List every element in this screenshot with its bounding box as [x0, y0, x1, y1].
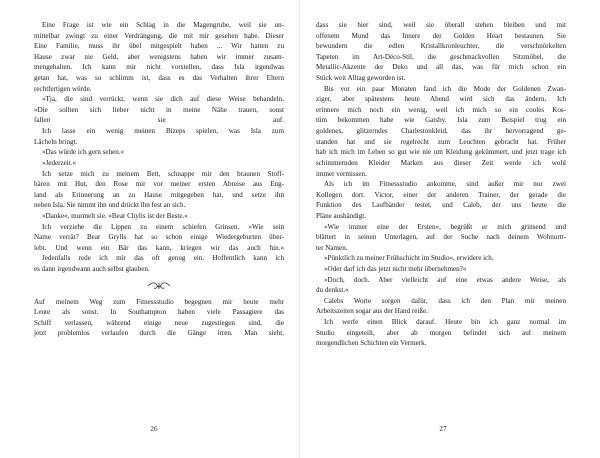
text-line: erinnere mich noch ein wenig, weil ich mich so ein cooles Kos- — [316, 105, 566, 114]
text-line: Studio eingeteilt, aber ab morgen befindet sich auf meinem — [316, 328, 566, 337]
text-line: Calebs Worte sorgen dafür, dass ich den Plan mit meinen — [324, 296, 566, 305]
text-line: bären mit Hut, den Rose mir vor meiner ersten Abreise aus Eng- — [34, 180, 284, 189]
right-page-section-1 — [316, 20, 566, 349]
text-line: hab ich mich im Leben so gut wie nie um Kleidung gekümmert, und jetzt trage ich — [316, 148, 566, 157]
text-line: neben Isla. Sie nimmt ihn und drückt ihn fest an sich. — [34, 201, 186, 210]
text-line: Pläne aushändigt. — [316, 211, 367, 220]
left-page-section-1 — [34, 20, 284, 275]
text-line: immer vermissen. — [316, 169, 367, 178]
text-line: es dann irgendwann auch selbst glauben. — [34, 265, 150, 274]
left-page-text — [34, 20, 284, 339]
text-line: Ich lasse ein wenig meinen Bizeps spielen, was Isla zum — [42, 127, 284, 136]
page-number-right: 27 — [439, 425, 447, 433]
text-line: blättert in seinen Unterlagen, auf der Suche nach deinem Wohnortt- — [316, 233, 566, 242]
text-line: Ich werfe einen Blick darauf. Heute bin ich ganz normal im — [324, 318, 566, 327]
text-line: fallen sie auf. — [34, 116, 284, 125]
text-line: getan hat, was so schlimm ist, dass es das Verhalten ihrer Eltern — [34, 74, 284, 83]
text-line: Schiff verlassen, während einige neue zugestiegen sind, die — [34, 318, 284, 327]
text-line: rechtfertigen würde. — [34, 84, 92, 93]
text-line: tüm bekommen habe wie Gatsby. Isla zum Beispiel trug ein — [316, 116, 566, 125]
text-line: Auf meinem Weg zum Fitnessstudio begegnen mir heute mehr — [34, 297, 284, 306]
text-line: goldenes, glitzerndes Charlestonkleid, das ihr hervorragend ge- — [316, 127, 566, 136]
text-line: morgendlichen Schichten ein Vermerk. — [316, 339, 427, 348]
text-line: »Pünktlich zu meiner Frühschicht im Studio«, erwidere ich. — [324, 254, 494, 263]
text-line: »Doch, doch. Aber vielleicht auf eine etwas andere Weise, als — [324, 275, 566, 284]
text-line: Leute als sonst. In Southampton haben viele Passagiere das — [34, 308, 284, 317]
text-line: »Danke«, murmelt sie. »Bear Chylis ist der Beste.« — [42, 211, 188, 220]
text-line: Tapeten im Art-Déco-Stil, die geschmackvollen Sitzmöbel, die — [316, 52, 566, 61]
text-line: »Die sollten sich lieber nicht in meine Nähe trauen, sonst — [34, 105, 284, 114]
text-line: Hause zwar nie Geld, aber wenigstens haben wir immer zusam- — [34, 52, 284, 61]
fleuron-icon — [146, 281, 172, 291]
text-line: bewundern die edlen Kristallkronleuchter, die verschnörkelten — [316, 42, 566, 51]
text-line: mittelbar zwingt zu einer Verdrängung, die mit mir gesehen habe. Dieser — [34, 31, 284, 40]
text-line: Kollegen dort. Victor, einer der anderen Trainer, der gerade die — [316, 190, 566, 199]
text-line: Funktion des Laufbänder testet, und Caleb, der uns heute die — [316, 201, 566, 210]
page-number-left: 26 — [150, 425, 158, 433]
text-line: Ich setze mich zu meinem Bett, schnappe mir den braunen Stoff- — [42, 169, 284, 178]
text-line: Eine Frage ist wie ein Schlag in die Magengrube, weil sie un- — [42, 21, 284, 29]
text-line: Metallic-Akzente der Deko und all das, was für mich schon ein — [316, 63, 566, 72]
right-page — [300, 0, 600, 458]
text-line: Eine Familie, muss ihr übel mitgespielt haben ... Wir hatten zu — [34, 42, 284, 51]
text-line: schimmernden Kleider Marken aus dieser Zeit werde ich wohl — [316, 158, 566, 167]
text-line: Ich verziehe die Lippen zu einem schiefen Grinsen. »Wie sein — [42, 222, 284, 231]
text-line: Jedenfalls rede ich mir das oft genug ein. Hoffentlich kann ich — [42, 254, 284, 263]
text-line: standen hat und sie regelrecht zum Leuchten gebracht hat. Früher — [316, 137, 566, 146]
text-line: mengehalten. Ich kann mir nicht vorstellen, dass Isla irgendwas — [34, 63, 284, 72]
text-line: Arbeitszeiten sogar aus der Hand reiße. — [316, 307, 428, 316]
text-line: Stück weit Alltag geworden ist. — [316, 74, 406, 83]
text-line: jetzt problemlos verlaufen durch die Gänge irren. Man sieht, — [34, 329, 284, 338]
text-line: »Oder darf ich das jetzt nicht mehr übernehmen?« — [324, 265, 467, 274]
text-line: Als ich im Fitnessstudio ankomme, sind außer mir nur zwei — [324, 180, 566, 189]
section-break — [34, 275, 284, 297]
right-page-text — [316, 20, 566, 349]
text-line: »Jederzeit.« — [42, 158, 77, 167]
left-page-section-2 — [34, 297, 284, 339]
text-line: »Das würde ich gern sehen.« — [42, 148, 125, 157]
text-line: ter Namen. — [316, 243, 348, 252]
text-line: land als Erinnerung an zu Hause mitgegeben hat, und setze ihn — [34, 190, 284, 199]
text-line: lebt. Und wenn ein Bär das kann, kriegen wir das auch hin.« — [34, 243, 284, 252]
text-line: »Wie immer eine der Ersten«, begrüßt er mich grinsend und — [324, 222, 566, 231]
text-line: Lächeln bringt. — [34, 137, 78, 146]
text-line: ziger, aber spätestens heute Abend wird sich das ändern. Ich — [316, 95, 566, 104]
text-line: Bis vor ein paar Monaten fand ich die Mode der Goldenen Zwan- — [324, 84, 566, 93]
text-line: »Tja, die sind verrückt, wenn sie dich auf diese Weise behandeln. — [42, 95, 284, 104]
text-line: du denkst.« — [316, 286, 349, 295]
text-line: Name verrät? Bear Grylls hat so schon einige Wiedergeburten über- — [34, 233, 284, 242]
text-line: offenem Mund das Innere der Golden Heart bestaunen. Sie — [316, 31, 566, 40]
text-line: dass sie hier sind, weil sie überall stehen bleiben und mit — [316, 21, 566, 29]
